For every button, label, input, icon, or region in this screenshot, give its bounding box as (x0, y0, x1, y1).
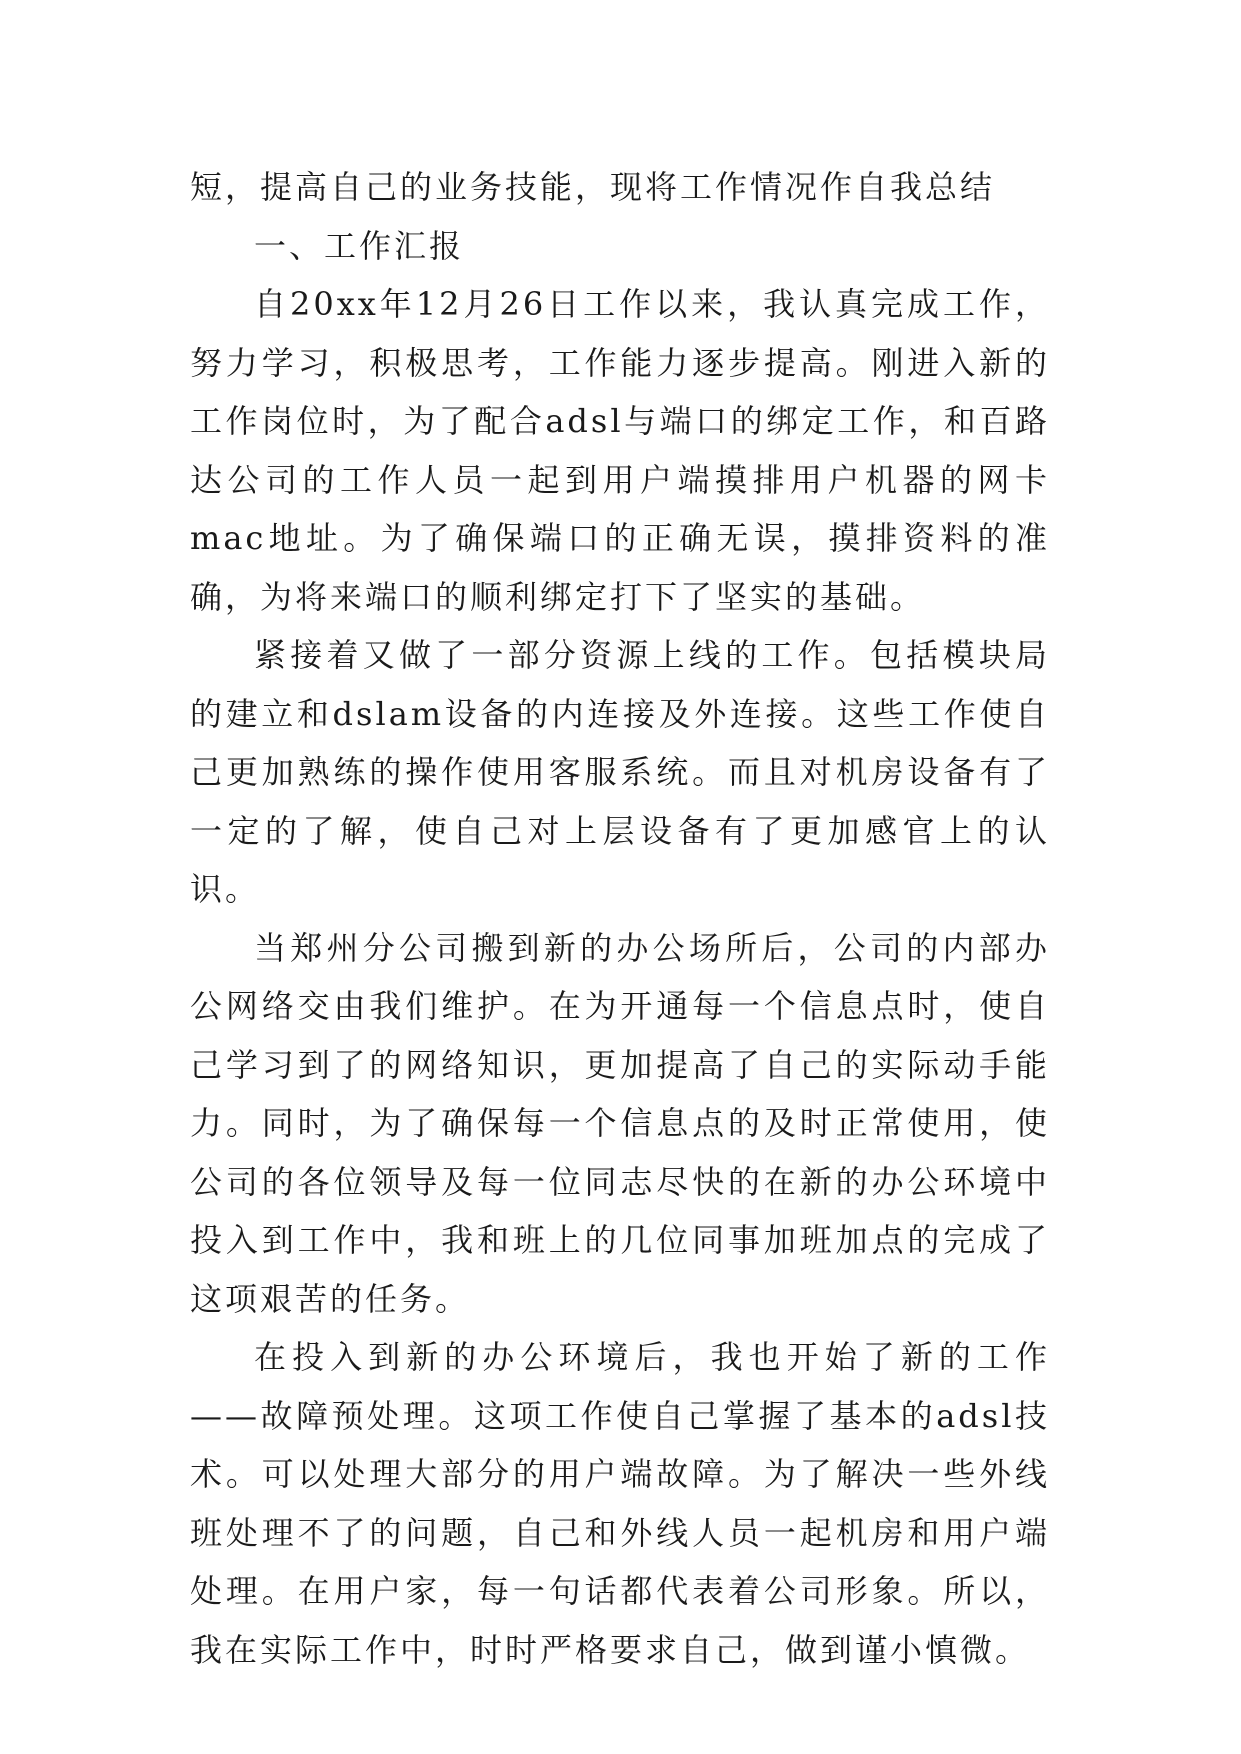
paragraph-continuation: 短，提高自己的业务技能，现将工作情况作自我总结 (190, 168, 996, 206)
paragraph-resource-online: 紧接着又做了一部分资源上线的工作。包括模块局的建立和dslam设备的内连接及外连接。这些工作使自己更加熟练的操作使用客服系统。而且对机房设备有了一定的了解，使自己对上层设备有了更加感官上的认识。 (190, 636, 1050, 908)
document-body (190, 158, 1050, 1679)
section-heading-work-report: 一、工作汇报 (254, 226, 465, 265)
paragraph-fault-preprocessing: 在投入到新的办公环境后，我也开始了新的工作——故障预处理。这项工作使自己掌握了基本的adsl技术。可以处理大部分的用户端故障。为了解决一些外线班处理不了的问题，自己和外线人员一起机房和用户端处理。在用户家，每一句话都代表着公司形象。所以，我在实际工作中，时时严格要求自己，做到谨小慎微。 (190, 1338, 1050, 1669)
paragraph-office-network: 当郑州分公司搬到新的办公场所后，公司的内部办公网络交由我们维护。在为开通每一个信息点时，使自己学习到了的网络知识，更加提高了自己的实际动手能力。同时，为了确保每一个信息点的及时正常使用，使公司的各位领导及每一位同志尽快的在新的办公环境中投入到工作中，我和班上的几位同事加班加点的完成了这项艰苦的任务。 (190, 928, 1050, 1318)
paragraph-adsl-port-binding: 自20xx年12月26日工作以来，我认真完成工作，努力学习，积极思考，工作能力逐步提高。刚进入新的工作岗位时，为了配合adsl与端口的绑定工作，和百路达公司的工作人员一起到用户端摸排用户机器的网卡mac地址。为了确保端口的正确无误，摸排资料的准确，为将来端口的顺利绑定打下了坚实的基础。 (190, 285, 1050, 616)
